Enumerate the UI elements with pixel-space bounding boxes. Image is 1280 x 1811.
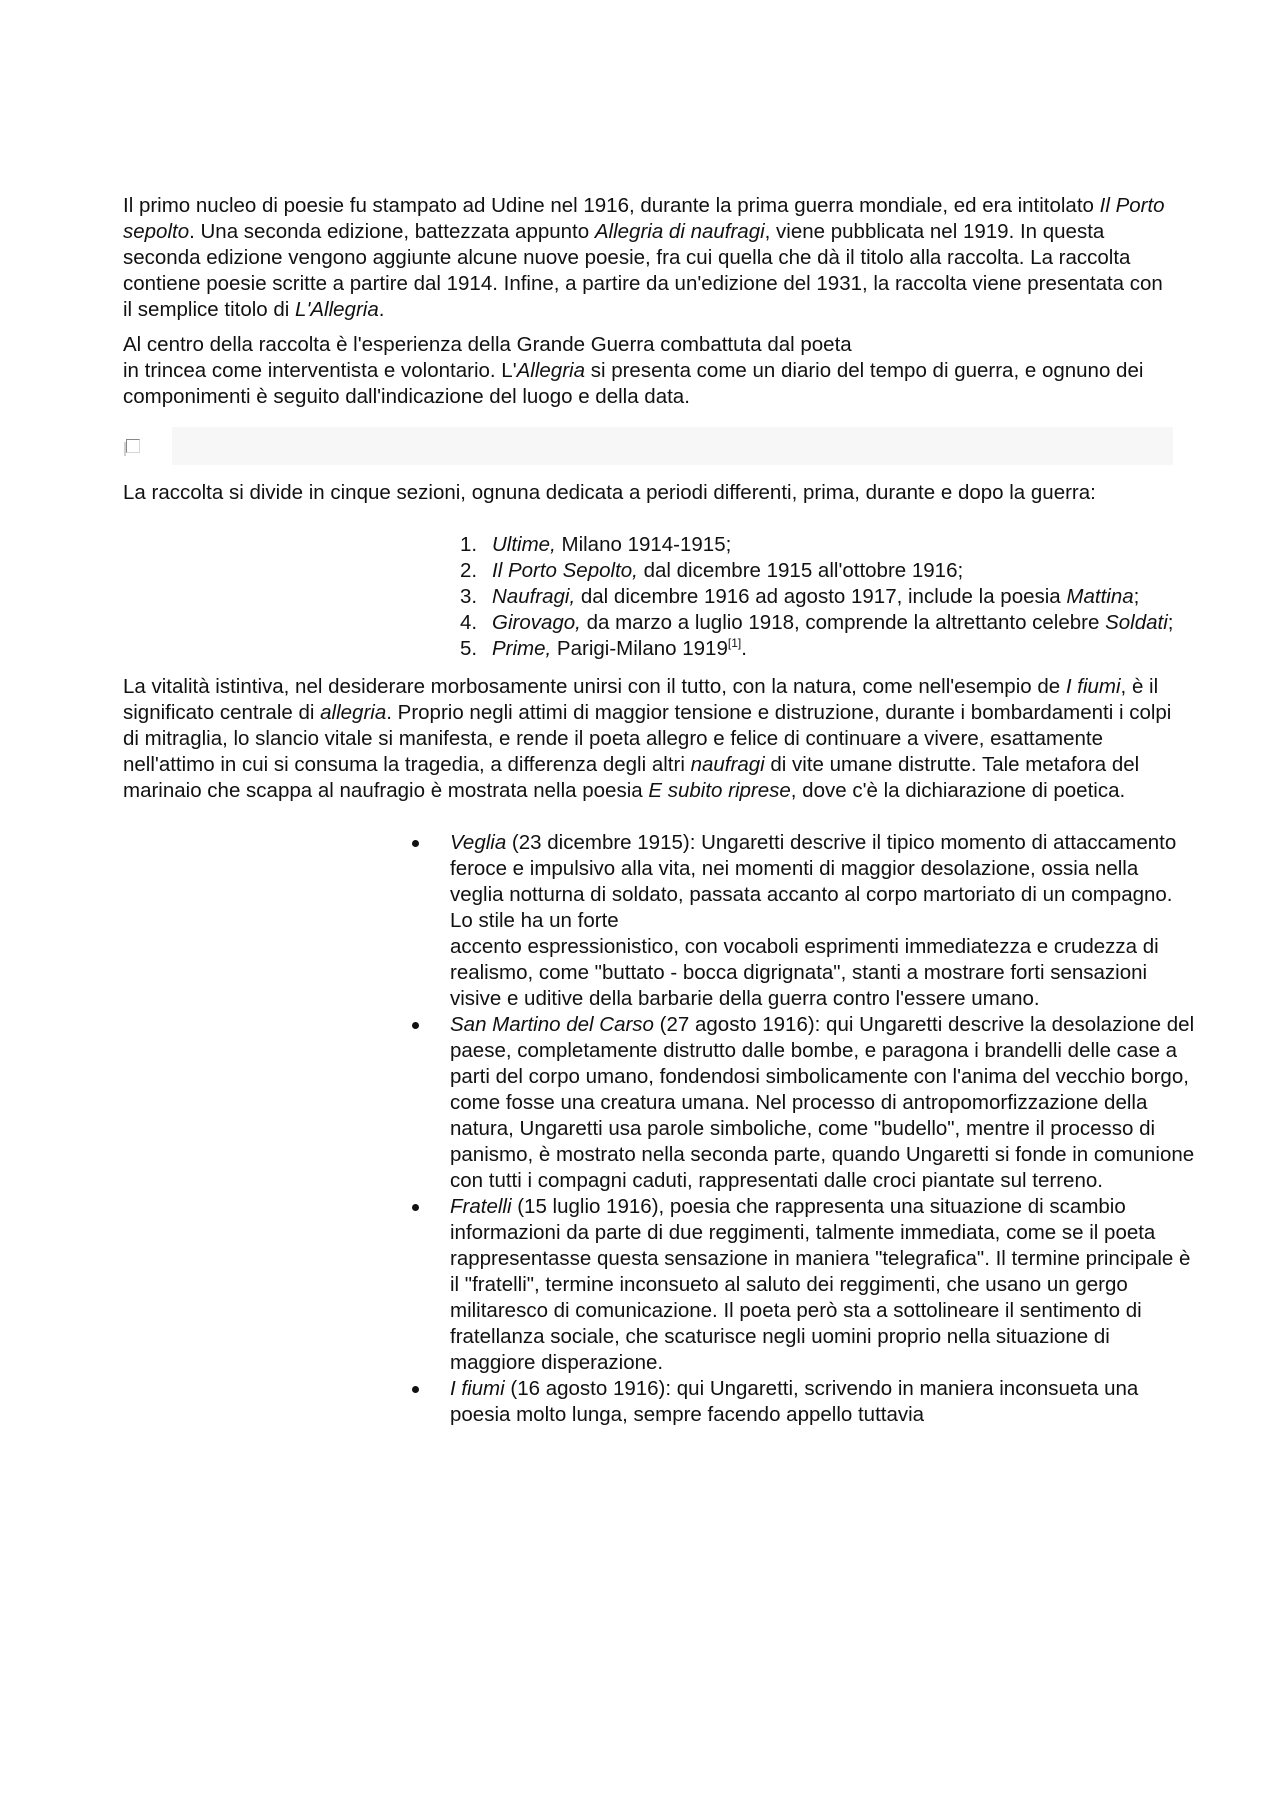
document-body — [123, 193, 1195, 1428]
sections-list — [452, 532, 1182, 662]
text-run: (23 dicembre 1915): Ungaretti descrive il tipico momento di attaccamento feroce e impulsivo alla vita, nei momenti di maggior desolazione, ossia nella veglia notturna di soldato, passata accanto al corpo martoriato di un compagno. Lo stile ha un forte — [450, 831, 1177, 932]
text-run: . Proprio negli attimi di maggior tensione e distruzione, durante i bombardamenti i colpi di mitraglia, lo slancio vitale si manifesta, e rende il poeta allegro e felice di continuare a vivere, esattamente nell'attimo in cui si consuma la tragedia, a differenza degli altri — [123, 701, 1172, 776]
text-run: La vitalità istintiva, nel desiderare morbosamente unirsi con il tutto, con la natura, come nell'esempio de — [123, 675, 1066, 698]
poem-title: Soldati — [1105, 611, 1168, 634]
text-run: accento espressionistico, con vocaboli esprimenti immediatezza e crudezza di realismo, come "buttato - bocca digrignata", stanti a mostrare forti sensazioni visive e uditive della barbarie della guerra contro l'essere umano. — [450, 935, 1159, 1010]
text-run: (16 agosto 1916): qui Ungaretti, scrivendo in maniera inconsueta una poesia molto lunga, sempre facendo appello tuttavia — [450, 1377, 1139, 1426]
list-item — [405, 1194, 1195, 1376]
section-title: Ultime, — [492, 533, 556, 556]
italic-title: Allegria — [516, 359, 585, 382]
poem-title: Fratelli — [450, 1195, 512, 1218]
text-run: Il primo nucleo di poesie fu stampato ad Udine nel 1916, durante la prima guerra mondiale, ed era intitolato — [123, 194, 1100, 217]
text-run: Parigi-Milano 1919 — [551, 637, 728, 660]
section-title: Il Porto Sepolto, — [492, 559, 638, 582]
italic-title: I fiumi — [1065, 675, 1121, 698]
list-number: 3. — [460, 585, 478, 608]
broken-image-icon — [126, 439, 140, 453]
section-title: Naufragi, — [492, 585, 576, 608]
section-title: Girovago, — [492, 611, 581, 634]
bullet-icon — [412, 840, 419, 847]
poem-title: I fiumi — [450, 1377, 505, 1400]
bullet-icon — [412, 1204, 419, 1211]
list-item — [452, 558, 1182, 584]
list-item — [405, 830, 1195, 1012]
text-run: (27 agosto 1916): qui Ungaretti descrive la desolazione del paese, completamente distrutto dalle bombe, e paragona i brandelli delle case a parti del corpo umano, fondendosi simbolicamente con l'anima del vecchio borgo, come fosse una creatura umana. Nel processo di antropomorfizzazione della natura, Ungaretti usa parole simboliche, come "budello", mentre il processo di panismo, è mostrato nella seconda parte, quando Ungaretti si fonde in comunione con tutti i compagni caduti, rappresentati dalle croci piantate sul terreno. — [450, 1013, 1195, 1192]
poem-title: San Martino del Carso — [450, 1013, 654, 1036]
list-number: 5. — [460, 637, 478, 660]
italic-title: Il Porto sepolto — [123, 194, 1165, 243]
text-run: da marzo a luglio 1918, comprende la altrettanto celebre — [580, 611, 1106, 634]
text-run: ; — [1167, 611, 1174, 634]
poem-title: Mattina — [1066, 585, 1134, 608]
text-run: . Una seconda edizione, battezzata appunto — [189, 220, 595, 243]
embedded-object-placeholder — [123, 426, 1173, 466]
text-run: di vite umane distrutte. Tale metafora del marinaio che scappa al naufragio è mostrata nella poesia — [123, 753, 1140, 802]
text-run: . — [378, 298, 385, 321]
italic-title: naufragi — [690, 753, 765, 776]
text-run: Al centro della raccolta è l'esperienza della Grande Guerra combattuta dal poeta — [123, 333, 852, 356]
text-run: , viene pubblicata nel 1919. In questa seconda edizione vengono aggiunte alcune nuove poesie, fra cui quella che dà il titolo alla raccolta. La raccolta contiene poesie scritte a partire dal 1914. Infine, a partire da un'edizione del 1931, la raccolta viene presentata con il semplice titolo di — [123, 220, 1163, 321]
poems-list — [405, 830, 1195, 1428]
list-item — [452, 610, 1182, 636]
bullet-icon — [412, 1022, 419, 1029]
list-number: 2. — [460, 559, 478, 582]
paragraph-vitality — [123, 674, 1173, 804]
text-run: . — [741, 637, 747, 660]
text-run: Milano 1914-1915; — [555, 533, 732, 556]
list-item — [452, 532, 1182, 558]
italic-title: Allegria di naufragi — [594, 220, 765, 243]
list-number: 1. — [460, 533, 478, 556]
footnote-reference[interactable]: [1] — [727, 636, 742, 651]
text-run: (15 luglio 1916), poesia che rappresenta una situazione di scambio informazioni da parte di due reggimenti, talmente immediata, come se il poeta rappresentasse questa sensazione in maniera "telegrafica". Il termine principale è il "fratelli", termine inconsueto al saluto dei reggimenti, che usano un gergo militaresco di comunicazione. Il poeta però sta a sottolineare il sentimento di fratellanza sociale, che scaturisce negli uomini proprio nella situazione di maggiore disperazione. — [450, 1195, 1191, 1374]
bullet-icon — [412, 1386, 419, 1393]
italic-title: E subito riprese — [648, 779, 791, 802]
placeholder-bar — [172, 427, 1173, 465]
list-number: 4. — [460, 611, 478, 634]
poem-title: Veglia — [450, 831, 507, 854]
text-run: , è il significato centrale di — [123, 675, 1159, 724]
list-item — [405, 1012, 1195, 1194]
paragraph-publication-history — [123, 193, 1173, 323]
text-run: ; — [1133, 585, 1140, 608]
list-item — [452, 636, 1182, 662]
section-title: Prime, — [492, 637, 552, 660]
list-item — [452, 584, 1182, 610]
paragraph-sections-intro: La raccolta si divide in cinque sezioni, ognuna dedicata a periodi differenti, prima, durante e dopo la guerra: — [123, 481, 1096, 504]
list-item — [405, 1376, 1195, 1428]
text-run: si presenta come un diario del tempo di guerra, e ognuno dei componimenti è seguito dall'indicazione del luogo e della data. — [123, 359, 1144, 408]
text-run: in trincea come interventista e volontario. L' — [123, 359, 517, 382]
text-run: dal dicembre 1916 ad agosto 1917, include la poesia — [575, 585, 1067, 608]
text-run: , dove c'è la dichiarazione di poetica. — [790, 779, 1126, 802]
italic-title: allegria — [320, 701, 387, 724]
text-run: dal dicembre 1915 all'ottobre 1916; — [637, 559, 964, 582]
paragraph-war-experience — [123, 332, 1173, 410]
italic-title: L'Allegria — [295, 298, 379, 321]
